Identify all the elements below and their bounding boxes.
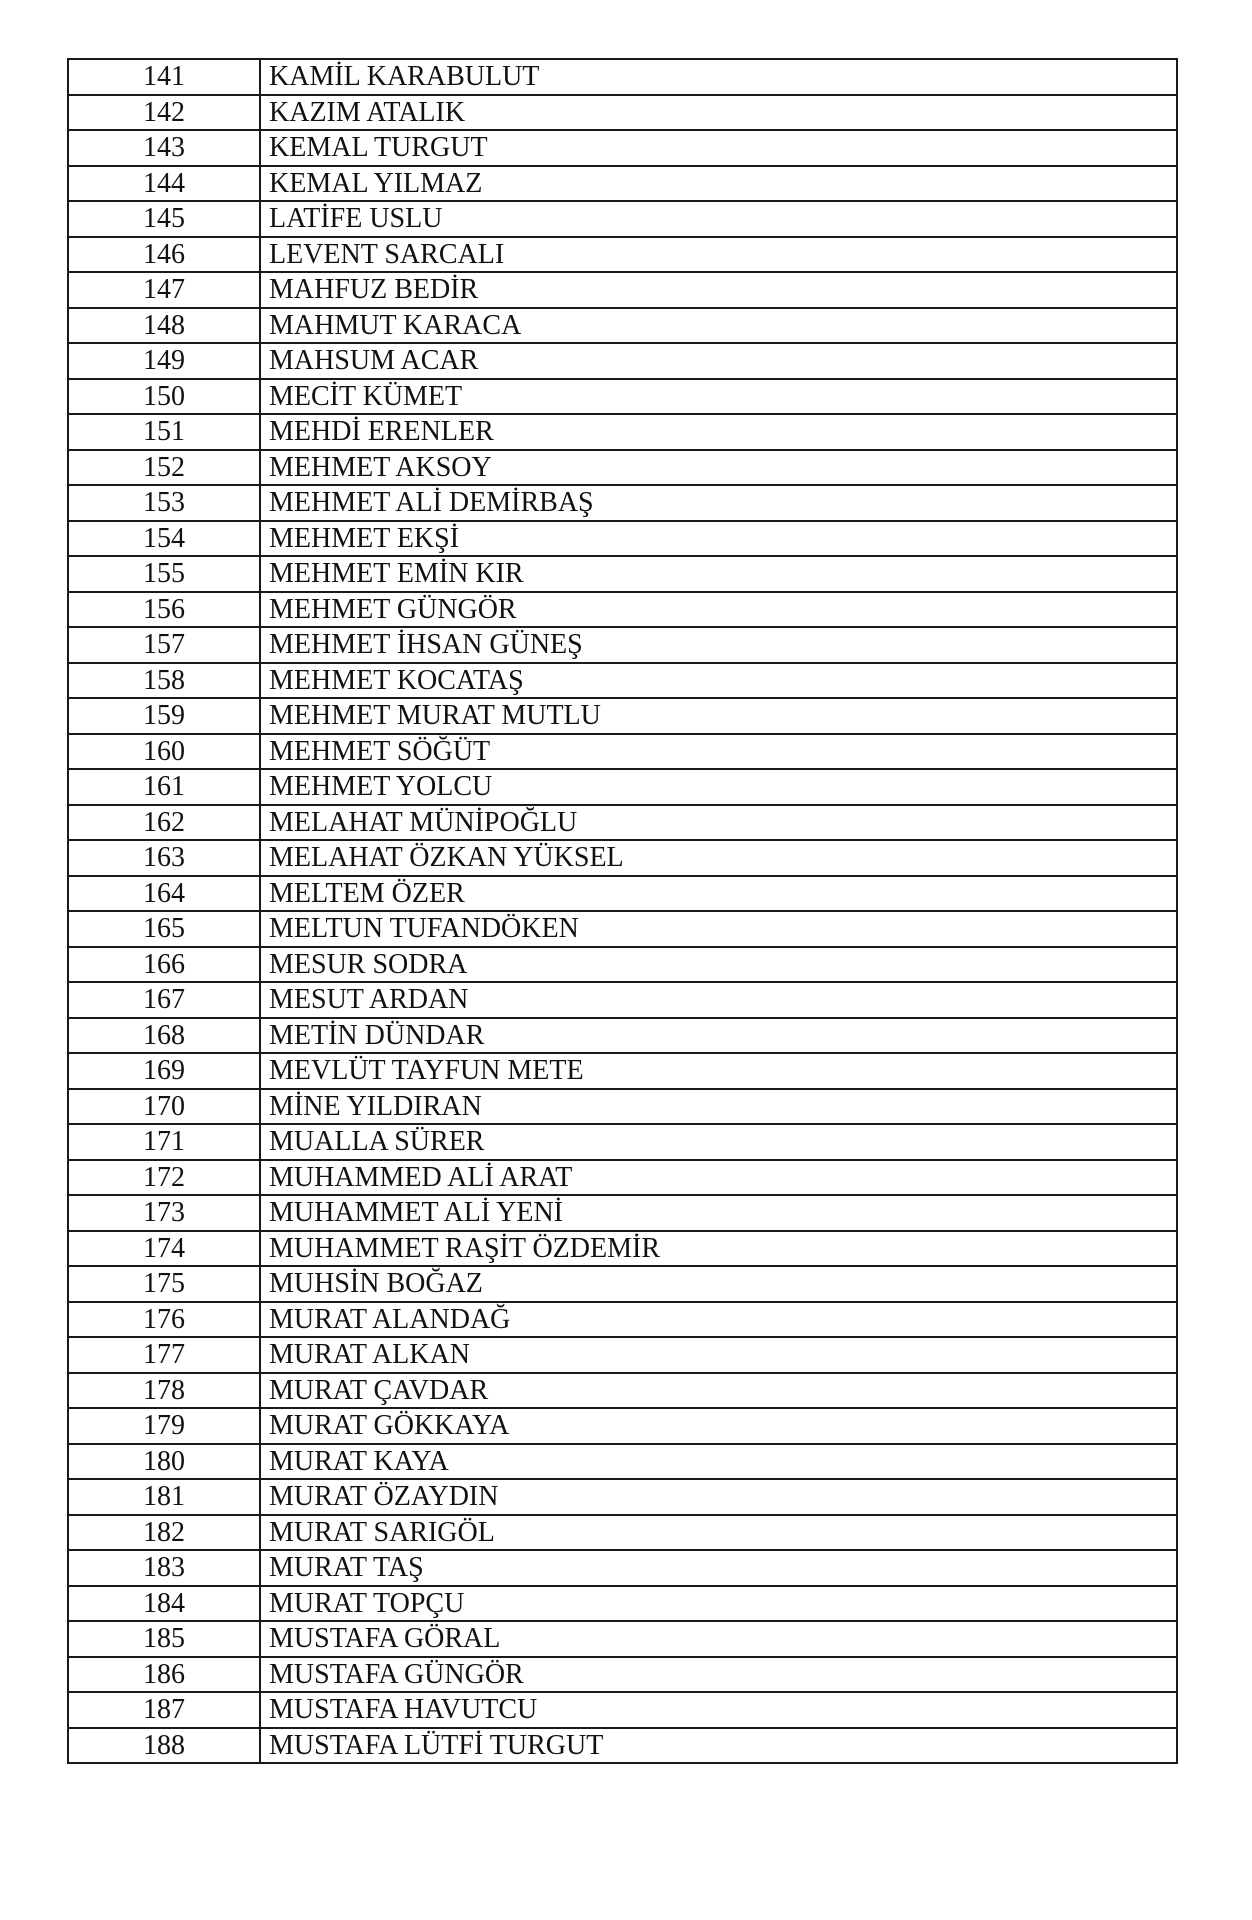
- table-row: [68, 1479, 1177, 1515]
- person-name: MEVLÜT TAYFUN METE: [260, 1053, 1177, 1089]
- table-row: [68, 1266, 1177, 1302]
- table-row: [68, 1728, 1177, 1764]
- person-name: MURAT KAYA: [260, 1444, 1177, 1480]
- person-name: MAHFUZ BEDİR: [260, 272, 1177, 308]
- table-row: [68, 1337, 1177, 1373]
- person-name: MEHMET MURAT MUTLU: [260, 698, 1177, 734]
- row-number: 181: [68, 1479, 260, 1515]
- table-row: [68, 1195, 1177, 1231]
- person-name: MURAT GÖKKAYA: [260, 1408, 1177, 1444]
- name-list-body: [68, 59, 1177, 1763]
- row-number: 154: [68, 521, 260, 557]
- row-number: 143: [68, 130, 260, 166]
- person-name: MURAT TAŞ: [260, 1550, 1177, 1586]
- person-name: MAHMUT KARACA: [260, 308, 1177, 344]
- row-number: 150: [68, 379, 260, 415]
- person-name: MUALLA SÜRER: [260, 1124, 1177, 1160]
- person-name: MESUR SODRA: [260, 947, 1177, 983]
- person-name: MUHAMMET RAŞİT ÖZDEMİR: [260, 1231, 1177, 1267]
- table-row: [68, 1053, 1177, 1089]
- table-row: [68, 95, 1177, 131]
- row-number: 183: [68, 1550, 260, 1586]
- row-number: 187: [68, 1692, 260, 1728]
- person-name: MUSTAFA GÜNGÖR: [260, 1657, 1177, 1693]
- table-row: [68, 1444, 1177, 1480]
- table-row: [68, 982, 1177, 1018]
- person-name: MEHMET ALİ DEMİRBAŞ: [260, 485, 1177, 521]
- row-number: 151: [68, 414, 260, 450]
- person-name: METİN DÜNDAR: [260, 1018, 1177, 1054]
- row-number: 167: [68, 982, 260, 1018]
- table-row: [68, 485, 1177, 521]
- table-row: [68, 414, 1177, 450]
- person-name: MURAT SARIGÖL: [260, 1515, 1177, 1551]
- person-name: MECİT KÜMET: [260, 379, 1177, 415]
- person-name: MEHMET EMİN KIR: [260, 556, 1177, 592]
- person-name: KAMİL KARABULUT: [260, 59, 1177, 95]
- person-name: MEHMET SÖĞÜT: [260, 734, 1177, 770]
- table-row: [68, 343, 1177, 379]
- table-row: [68, 1550, 1177, 1586]
- table-row: [68, 698, 1177, 734]
- person-name: MELTUN TUFANDÖKEN: [260, 911, 1177, 947]
- row-number: 145: [68, 201, 260, 237]
- table-row: [68, 627, 1177, 663]
- person-name: LATİFE USLU: [260, 201, 1177, 237]
- person-name: MURAT ÖZAYDIN: [260, 1479, 1177, 1515]
- person-name: LEVENT SARCALI: [260, 237, 1177, 273]
- person-name: MAHSUM ACAR: [260, 343, 1177, 379]
- person-name: MUSTAFA HAVUTCU: [260, 1692, 1177, 1728]
- table-row: [68, 1089, 1177, 1125]
- person-name: MUHAMMED ALİ ARAT: [260, 1160, 1177, 1196]
- table-row: [68, 769, 1177, 805]
- row-number: 179: [68, 1408, 260, 1444]
- table-row: [68, 1621, 1177, 1657]
- row-number: 180: [68, 1444, 260, 1480]
- person-name: MUSTAFA LÜTFİ TURGUT: [260, 1728, 1177, 1764]
- table-row: [68, 1515, 1177, 1551]
- person-name: MEHMET KOCATAŞ: [260, 663, 1177, 699]
- row-number: 141: [68, 59, 260, 95]
- row-number: 184: [68, 1586, 260, 1622]
- row-number: 178: [68, 1373, 260, 1409]
- table-row: [68, 1231, 1177, 1267]
- table-row: [68, 272, 1177, 308]
- row-number: 188: [68, 1728, 260, 1764]
- table-row: [68, 556, 1177, 592]
- table-row: [68, 521, 1177, 557]
- table-row: [68, 805, 1177, 841]
- person-name: KAZIM ATALIK: [260, 95, 1177, 131]
- person-name: MEHMET EKŞİ: [260, 521, 1177, 557]
- row-number: 169: [68, 1053, 260, 1089]
- table-row: [68, 130, 1177, 166]
- row-number: 165: [68, 911, 260, 947]
- row-number: 170: [68, 1089, 260, 1125]
- person-name: MEHMET YOLCU: [260, 769, 1177, 805]
- row-number: 148: [68, 308, 260, 344]
- table-row: [68, 1160, 1177, 1196]
- table-row: [68, 237, 1177, 273]
- row-number: 156: [68, 592, 260, 628]
- row-number: 147: [68, 272, 260, 308]
- row-number: 163: [68, 840, 260, 876]
- row-number: 182: [68, 1515, 260, 1551]
- table-row: [68, 1586, 1177, 1622]
- table-row: [68, 1018, 1177, 1054]
- row-number: 158: [68, 663, 260, 699]
- table-row: [68, 1692, 1177, 1728]
- row-number: 146: [68, 237, 260, 273]
- row-number: 175: [68, 1266, 260, 1302]
- table-row: [68, 1302, 1177, 1338]
- table-row: [68, 947, 1177, 983]
- table-row: [68, 59, 1177, 95]
- person-name: MURAT ALANDAĞ: [260, 1302, 1177, 1338]
- row-number: 166: [68, 947, 260, 983]
- person-name: MEHMET İHSAN GÜNEŞ: [260, 627, 1177, 663]
- row-number: 172: [68, 1160, 260, 1196]
- row-number: 186: [68, 1657, 260, 1693]
- table-row: [68, 1373, 1177, 1409]
- row-number: 176: [68, 1302, 260, 1338]
- row-number: 160: [68, 734, 260, 770]
- person-name: MESUT ARDAN: [260, 982, 1177, 1018]
- name-list-table: [67, 58, 1178, 1764]
- table-row: [68, 1124, 1177, 1160]
- table-row: [68, 663, 1177, 699]
- table-row: [68, 876, 1177, 912]
- person-name: MİNE YILDIRAN: [260, 1089, 1177, 1125]
- table-row: [68, 911, 1177, 947]
- row-number: 144: [68, 166, 260, 202]
- person-name: MEHMET GÜNGÖR: [260, 592, 1177, 628]
- row-number: 173: [68, 1195, 260, 1231]
- person-name: MUSTAFA GÖRAL: [260, 1621, 1177, 1657]
- person-name: MURAT ÇAVDAR: [260, 1373, 1177, 1409]
- row-number: 177: [68, 1337, 260, 1373]
- person-name: KEMAL TURGUT: [260, 130, 1177, 166]
- person-name: KEMAL YILMAZ: [260, 166, 1177, 202]
- row-number: 153: [68, 485, 260, 521]
- row-number: 157: [68, 627, 260, 663]
- row-number: 174: [68, 1231, 260, 1267]
- row-number: 155: [68, 556, 260, 592]
- row-number: 152: [68, 450, 260, 486]
- row-number: 159: [68, 698, 260, 734]
- person-name: MELAHAT ÖZKAN YÜKSEL: [260, 840, 1177, 876]
- table-row: [68, 840, 1177, 876]
- table-row: [68, 379, 1177, 415]
- row-number: 161: [68, 769, 260, 805]
- person-name: MUHAMMET ALİ YENİ: [260, 1195, 1177, 1231]
- row-number: 185: [68, 1621, 260, 1657]
- table-row: [68, 592, 1177, 628]
- table-row: [68, 734, 1177, 770]
- table-row: [68, 450, 1177, 486]
- person-name: MEHMET AKSOY: [260, 450, 1177, 486]
- row-number: 149: [68, 343, 260, 379]
- table-row: [68, 308, 1177, 344]
- person-name: MURAT TOPÇU: [260, 1586, 1177, 1622]
- row-number: 164: [68, 876, 260, 912]
- person-name: MEHDİ ERENLER: [260, 414, 1177, 450]
- table-row: [68, 201, 1177, 237]
- row-number: 162: [68, 805, 260, 841]
- row-number: 168: [68, 1018, 260, 1054]
- row-number: 142: [68, 95, 260, 131]
- table-row: [68, 1657, 1177, 1693]
- table-row: [68, 166, 1177, 202]
- person-name: MURAT ALKAN: [260, 1337, 1177, 1373]
- person-name: MELTEM ÖZER: [260, 876, 1177, 912]
- table-row: [68, 1408, 1177, 1444]
- person-name: MUHSİN BOĞAZ: [260, 1266, 1177, 1302]
- person-name: MELAHAT MÜNİPOĞLU: [260, 805, 1177, 841]
- row-number: 171: [68, 1124, 260, 1160]
